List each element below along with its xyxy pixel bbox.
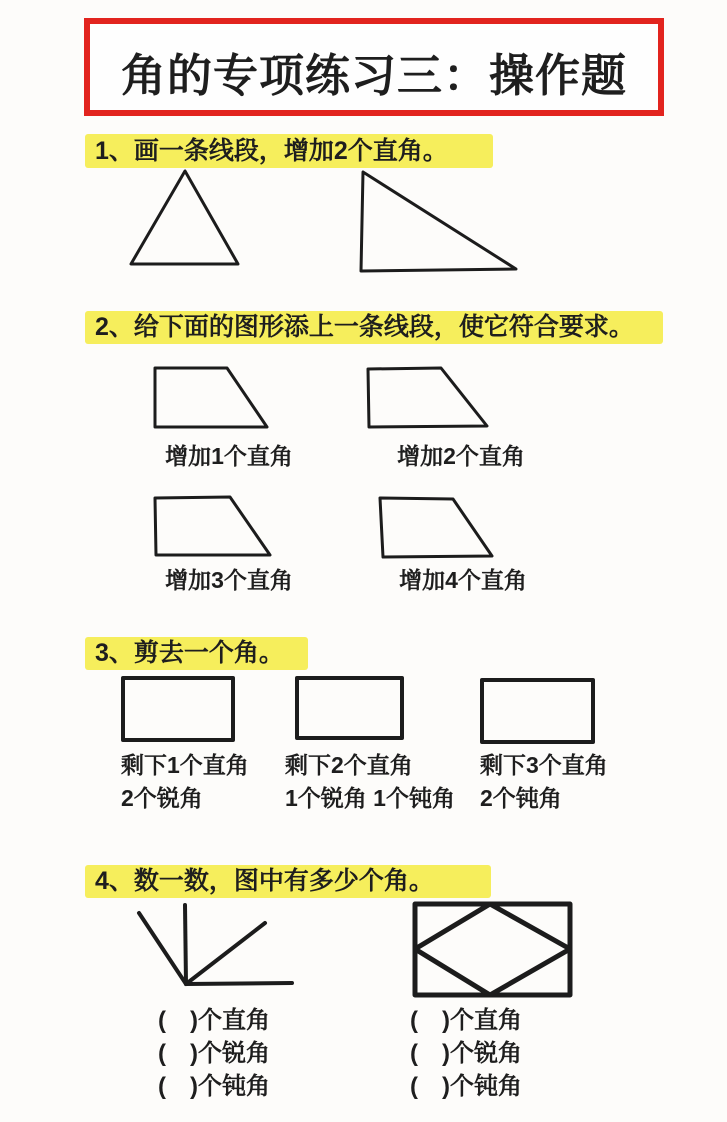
q2-caption-2: 增加2个直角 xyxy=(397,443,525,469)
q4-left-answer-acute-angles: ( )个锐角 xyxy=(158,1040,270,1067)
question-3-label: 3、剪去一个角。 xyxy=(85,637,308,670)
q4-left-answer-obtuse-angles: ( )个钝角 xyxy=(158,1073,270,1100)
q3-caption-2-line1: 剩下2个直角 xyxy=(285,752,413,778)
question-2-label: 2、给下面的图形添上一条线段，使它符合要求。 xyxy=(85,311,663,344)
q2-trapezoid-2 xyxy=(368,368,487,427)
q3-rectangle-2 xyxy=(297,678,402,738)
q1-acute-triangle xyxy=(131,171,238,264)
q3-caption-1-line1: 剩下1个直角 xyxy=(121,752,249,778)
question-4-label: 4、数一数，图中有多少个角。 xyxy=(85,865,491,898)
q3-caption-3-line1: 剩下3个直角 xyxy=(480,752,608,778)
q3-caption-2-line2: 1个锐角 1个钝角 xyxy=(285,785,455,811)
q2-caption-4: 增加4个直角 xyxy=(399,567,527,593)
title-box xyxy=(84,18,664,116)
q1-right-triangle xyxy=(361,172,516,271)
q4-rectangle-rhombus xyxy=(415,904,570,995)
q2-caption-3: 增加3个直角 xyxy=(165,567,293,593)
page-title: 角的专项练习三：操作题 xyxy=(120,50,627,101)
q4-right-answer-acute-angles: ( )个锐角 xyxy=(410,1040,522,1067)
q2-trapezoid-3 xyxy=(155,497,270,555)
q4-left-answer-right-angles: ( )个直角 xyxy=(158,1007,270,1034)
q2-caption-1: 增加1个直角 xyxy=(165,443,293,469)
q3-caption-3-line2: 2个钝角 xyxy=(480,785,562,811)
q2-trapezoid-4 xyxy=(380,498,492,557)
q4-right-answer-right-angles: ( )个直角 xyxy=(410,1007,522,1034)
q3-caption-1-line2: 2个锐角 xyxy=(121,785,203,811)
question-1-label: 1、画一条线段，增加2个直角。 xyxy=(85,134,493,168)
q4-right-answer-obtuse-angles: ( )个钝角 xyxy=(410,1073,522,1100)
q2-trapezoid-1 xyxy=(155,368,267,427)
q4-angle-fan xyxy=(139,905,292,984)
q3-rectangle-3 xyxy=(482,680,593,742)
q3-rectangle-1 xyxy=(123,678,233,740)
